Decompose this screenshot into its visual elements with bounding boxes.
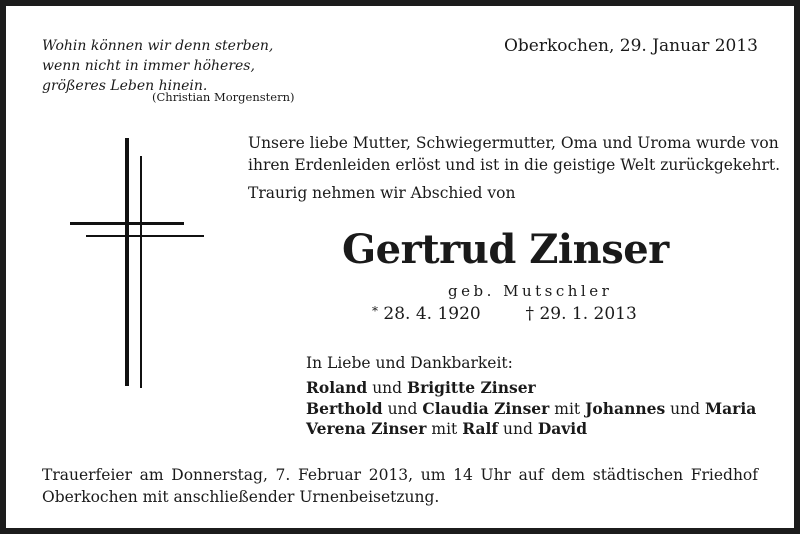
mourners-line <box>306 399 756 420</box>
ceremony-info: Trauerfeier am Donnerstag, 7. Februar 2013, um 14 Uhr auf dem städtischen Friedhof Oberkochen mit anschließender Urnenbeisetzung. <box>42 466 758 506</box>
motto-author: (Christian Morgenstern) <box>152 90 295 104</box>
farewell-text: Traurig nehmen wir Abschied von <box>248 184 516 202</box>
connector-word: mit <box>554 399 581 418</box>
intro-line: Unsere liebe Mutter, Schwiegermutter, Oma und Uroma wurde von <box>248 134 779 152</box>
mourner-name: Johannes <box>585 398 666 418</box>
mourners-line <box>306 378 756 399</box>
death-date: 29. 1. 2013 <box>539 304 637 324</box>
birth-star-icon: * <box>372 304 378 318</box>
mourners-heading: In Liebe und Dankbarkeit: <box>306 354 513 372</box>
mourner-name: Berthold <box>306 398 383 418</box>
life-dates <box>372 304 637 324</box>
motto-line: größeres Leben hinein. <box>42 78 208 94</box>
mourner-name: Claudia Zinser <box>422 398 550 418</box>
intro-text <box>248 132 780 176</box>
mourner-name: Brigitte Zinser <box>407 378 536 397</box>
death-cross-icon: † <box>525 304 535 324</box>
connector-word: und <box>387 399 418 418</box>
mourner-name: Maria <box>704 398 757 418</box>
deceased-name: Gertrud Zinser <box>342 226 669 273</box>
connector-word: mit <box>431 420 458 438</box>
mourner-name: Verena Zinser <box>306 419 427 438</box>
mourner-name: David <box>537 419 588 438</box>
birth-date: 28. 4. 1920 <box>383 304 481 324</box>
motto-line: wenn nicht in immer höheres, <box>42 58 255 74</box>
connector-word: und <box>372 379 403 397</box>
connector-word: und <box>502 420 533 438</box>
mourner-name: Roland <box>306 378 368 397</box>
place-and-date: Oberkochen, 29. Januar 2013 <box>503 36 758 56</box>
mourners-line <box>306 419 756 440</box>
connector-word: und <box>670 399 701 418</box>
motto-quote <box>42 36 273 96</box>
mourner-name: Ralf <box>462 419 499 438</box>
mourners-list <box>306 378 756 440</box>
intro-line: ihren Erdenleiden erlöst und ist in die geistige Welt zurückgekehrt. <box>248 156 781 174</box>
maiden-name: geb. Mutschler <box>448 282 613 300</box>
motto-line: Wohin können wir denn sterben, <box>42 38 274 54</box>
